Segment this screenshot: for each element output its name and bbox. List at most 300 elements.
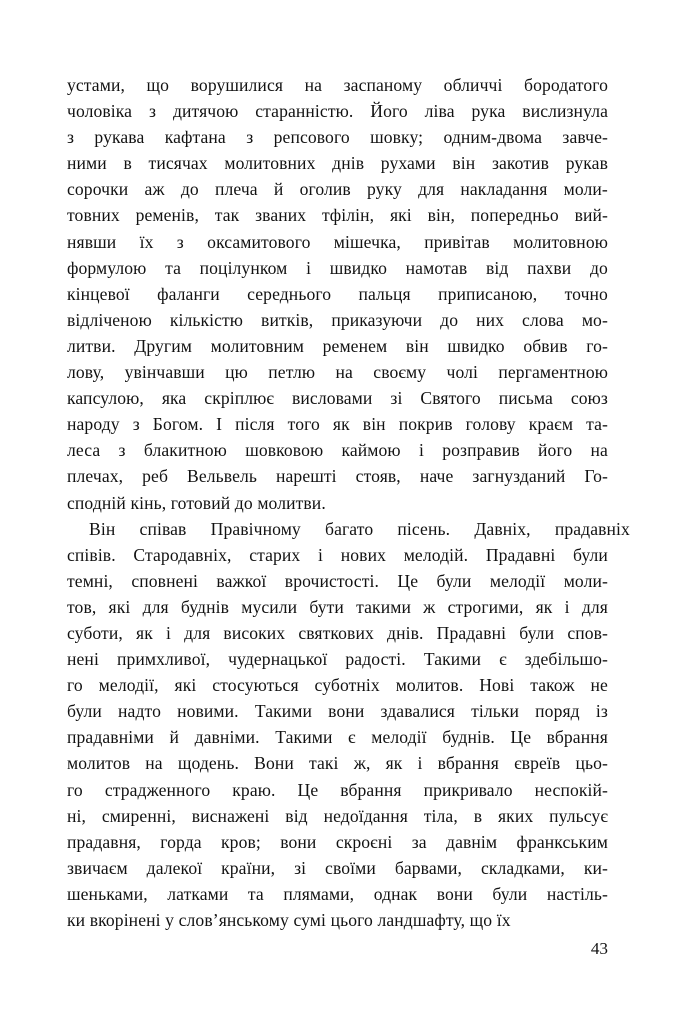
word: І <box>216 414 223 435</box>
word: Другим <box>134 335 192 356</box>
word: мусили <box>241 596 298 617</box>
word: союз <box>570 388 608 409</box>
word: тіла, <box>423 805 458 826</box>
word: Вони <box>254 753 294 774</box>
word: він, <box>427 205 455 226</box>
word: Давніх, <box>474 518 531 539</box>
word: шеньками, <box>67 883 148 904</box>
text-line <box>67 176 608 202</box>
word: рухами <box>380 153 436 174</box>
word: привітав <box>424 231 490 252</box>
word: Го- <box>584 466 608 487</box>
page-number: 43 <box>590 939 608 958</box>
text-line <box>67 333 608 359</box>
word: моли- <box>563 179 608 200</box>
word: намотав <box>405 257 468 278</box>
word: дитячою <box>172 101 239 122</box>
word: які <box>389 205 412 226</box>
word: вий- <box>574 205 608 226</box>
word: рукава <box>94 127 145 148</box>
word: нових <box>340 544 386 565</box>
word: своєму <box>373 362 427 383</box>
word: блакитною <box>143 440 227 461</box>
word: Такими <box>423 649 482 670</box>
word: Богом. <box>152 414 204 435</box>
word: як <box>136 622 153 643</box>
word: на <box>590 440 608 461</box>
word: моли- <box>563 570 608 591</box>
word: Прадавні <box>436 622 507 643</box>
word: смиренні, <box>101 805 176 826</box>
word: здебільшо- <box>524 649 608 670</box>
text-line <box>67 516 630 542</box>
word: ландшафту, <box>377 910 466 930</box>
word: для <box>184 622 211 643</box>
word: мо- <box>581 309 608 330</box>
word: він <box>405 335 429 356</box>
word: так <box>214 205 240 226</box>
word: та <box>165 257 181 278</box>
text-line <box>67 829 608 855</box>
word: були <box>573 544 608 565</box>
word: обличчі <box>443 75 503 95</box>
word: оксамитового <box>207 231 311 252</box>
word: щодень. <box>177 753 239 774</box>
word: відліченою <box>67 309 152 330</box>
word: леса <box>67 440 101 461</box>
word: з <box>246 127 254 148</box>
word: скріплює <box>204 388 275 409</box>
word: прикривало <box>423 779 513 800</box>
word: що <box>146 75 170 95</box>
word: молитов. <box>395 675 464 696</box>
word: суботніх <box>314 675 380 696</box>
word: днів <box>332 153 365 174</box>
word: давніми. <box>194 727 260 748</box>
word: примхливої, <box>116 649 211 670</box>
word: середнього <box>247 283 332 304</box>
word: Такими <box>275 727 333 748</box>
word: цьо- <box>575 753 608 774</box>
word: ліва <box>424 101 455 122</box>
word: голову <box>465 414 516 435</box>
word: ж <box>423 596 436 617</box>
word: оголив <box>299 179 351 200</box>
word: співів. <box>67 544 116 565</box>
word: народу <box>67 414 120 435</box>
text-line <box>67 672 608 698</box>
word: сповнені <box>131 570 198 591</box>
word: і <box>306 257 312 278</box>
word: до <box>589 257 608 278</box>
word: одним-двома <box>443 127 543 148</box>
word: увінчавши <box>124 362 205 383</box>
word: них <box>476 309 505 330</box>
word: неспокій- <box>534 779 608 800</box>
word: Це <box>510 727 532 748</box>
text-line <box>67 72 608 98</box>
word: для <box>418 179 445 200</box>
word: від <box>285 805 308 826</box>
word: капсулою, <box>67 388 144 409</box>
word: поряд <box>535 701 580 722</box>
word: ременів, <box>135 205 199 226</box>
word: і <box>417 753 423 774</box>
word: пальця <box>358 283 411 304</box>
word: стосуються <box>212 675 299 696</box>
word: він <box>452 153 476 174</box>
word: кінцевої <box>67 283 130 304</box>
word: розправив <box>442 440 520 461</box>
text-line <box>67 307 608 333</box>
word: закотив <box>491 153 550 174</box>
word: й <box>273 179 284 200</box>
word: для <box>142 596 169 617</box>
word: бородатого <box>524 75 608 95</box>
word: яких <box>497 805 534 826</box>
word: званих <box>255 205 307 226</box>
word: барвами, <box>394 857 463 878</box>
word: лову, <box>67 362 105 383</box>
word: й <box>169 727 180 748</box>
word: прадавня, <box>67 831 141 852</box>
word: недоїдання <box>323 805 408 826</box>
word: і <box>166 622 171 643</box>
word: з <box>67 127 75 148</box>
word: з <box>176 231 184 252</box>
word: нарешті <box>276 466 337 487</box>
word: у <box>165 910 175 930</box>
word: краєм <box>528 414 574 435</box>
word: вислизнула <box>522 101 608 122</box>
word: репсового <box>273 127 350 148</box>
word: го <box>67 779 83 800</box>
word: вони <box>280 831 317 852</box>
word: спов- <box>567 622 608 643</box>
text-line <box>67 907 608 933</box>
text-line <box>67 750 608 776</box>
word: тільки <box>471 701 520 722</box>
word: вбрання <box>437 753 499 774</box>
word: горда <box>160 831 202 852</box>
word: пісень. <box>397 518 451 539</box>
word: вони <box>328 701 365 722</box>
word: на <box>145 753 163 774</box>
word: країни, <box>221 857 276 878</box>
word: попередньо <box>470 205 559 226</box>
word: плеча <box>214 179 258 200</box>
word: яка <box>161 388 187 409</box>
word: є <box>348 727 356 748</box>
word: покрив <box>398 414 453 435</box>
word: Він <box>89 518 116 539</box>
word: кількістю <box>169 309 244 330</box>
word: стояв, <box>355 466 401 487</box>
word: радості. <box>345 649 406 670</box>
word: до <box>440 309 459 330</box>
word: Це <box>397 570 419 591</box>
word: мелодії, <box>98 675 159 696</box>
word: витків, <box>261 309 314 330</box>
text-line <box>67 463 608 489</box>
word: го- <box>586 335 608 356</box>
word: вони <box>436 883 473 904</box>
text-line <box>67 803 608 829</box>
word: святкових <box>298 622 374 643</box>
word: петлю <box>268 362 316 383</box>
word: та- <box>586 414 608 435</box>
word: ворушилися <box>190 75 284 95</box>
word: давнім <box>446 831 498 852</box>
word: як <box>385 753 403 774</box>
text-line <box>67 255 608 281</box>
word: латками <box>167 883 229 904</box>
word: прадавніх <box>554 518 630 539</box>
word: молитовною <box>513 231 608 252</box>
text-line <box>67 594 608 620</box>
word: швидко <box>329 257 387 278</box>
word: цього <box>330 910 373 930</box>
word: і <box>318 544 324 565</box>
word: буднів. <box>442 727 495 748</box>
word: висловами <box>291 388 373 409</box>
word: Правічному <box>210 518 301 539</box>
word: з <box>148 101 157 122</box>
word: скроєні <box>335 831 393 852</box>
word: темні, <box>67 570 113 591</box>
word: такі <box>309 753 339 774</box>
word: плямами, <box>283 883 355 904</box>
word: були <box>492 883 528 904</box>
word: плечах, <box>67 466 124 487</box>
word: аж <box>144 179 165 200</box>
text-line <box>67 150 608 176</box>
word: багато <box>325 518 374 539</box>
word: завче- <box>562 127 608 148</box>
word: ки- <box>583 857 608 878</box>
word: здавалися <box>380 701 455 722</box>
word: до <box>180 179 199 200</box>
word: після <box>235 414 275 435</box>
text-line <box>67 202 608 228</box>
word: на <box>335 362 353 383</box>
word: що <box>469 910 493 930</box>
text-line <box>67 542 608 568</box>
word: з <box>118 440 126 461</box>
word: мелодії <box>489 570 546 591</box>
word: бути <box>309 596 344 617</box>
text-line <box>67 124 608 150</box>
word: слова <box>522 309 564 330</box>
word: були <box>519 622 555 643</box>
text-line <box>67 855 608 881</box>
word: мішечка, <box>333 231 401 252</box>
word: також <box>530 675 575 696</box>
word: в <box>123 153 132 174</box>
word: слов’янському <box>178 910 289 930</box>
word: вбрання <box>340 779 402 800</box>
word: вкорінені <box>89 910 161 930</box>
word: заспаному <box>343 75 423 95</box>
word: молитовних <box>224 153 316 174</box>
word: готовий <box>170 492 231 513</box>
word: сумі <box>293 910 327 930</box>
word: формулою <box>67 257 147 278</box>
word: виснажені <box>191 805 270 826</box>
word: обвив <box>523 335 568 356</box>
word: чудернацької <box>228 649 328 670</box>
word: буднів <box>180 596 230 617</box>
word: пергаментною <box>498 362 608 383</box>
word: Святого <box>420 388 481 409</box>
word: складками, <box>480 857 565 878</box>
word: вбрання <box>546 727 608 748</box>
word: для <box>581 596 608 617</box>
word: були <box>436 570 472 591</box>
word: не <box>590 675 608 696</box>
text-line <box>67 281 608 307</box>
text-line <box>67 359 608 385</box>
word: прадавніми <box>67 727 154 748</box>
word: їх <box>496 910 511 930</box>
word: від <box>485 257 509 278</box>
word: накладання <box>460 179 548 200</box>
word: новими. <box>177 701 239 722</box>
word: письма <box>498 388 553 409</box>
word: строгими, <box>447 596 524 617</box>
word: поцілунком <box>199 257 288 278</box>
word: і <box>564 596 570 617</box>
word: товних <box>67 205 120 226</box>
word: старих <box>249 544 301 565</box>
word: до <box>234 492 253 513</box>
word: кров; <box>221 831 261 852</box>
text-line <box>67 724 608 750</box>
word: шовковою <box>245 440 324 461</box>
word: однак <box>373 883 418 904</box>
word: сорочки <box>67 179 129 200</box>
word: надто <box>118 701 161 722</box>
word: зі <box>390 388 403 409</box>
word: го <box>67 675 83 696</box>
text-line <box>67 881 608 907</box>
word: пахви <box>527 257 572 278</box>
word: старанністю. <box>255 101 354 122</box>
word: його <box>538 440 573 461</box>
text-line <box>67 98 608 124</box>
word: цю <box>225 362 248 383</box>
word: з <box>132 414 140 435</box>
word: тфілін, <box>321 205 375 226</box>
word: Прадавні <box>485 544 556 565</box>
word: фаланги <box>157 283 220 304</box>
word: каймою <box>341 440 401 461</box>
word: він <box>362 414 386 435</box>
word: своїми <box>325 857 376 878</box>
word: литви. <box>67 335 116 356</box>
word: зі <box>294 857 307 878</box>
word: які <box>174 675 197 696</box>
paragraph <box>67 72 608 516</box>
paragraph <box>67 516 630 934</box>
word: їх <box>139 231 154 252</box>
word: чолі <box>446 362 478 383</box>
word: Такими <box>254 701 313 722</box>
word: важкої <box>216 570 267 591</box>
word: є <box>499 649 507 670</box>
word: швидко <box>447 335 505 356</box>
word: пульсує <box>549 805 608 826</box>
word: ні, <box>67 805 87 826</box>
word: загнузданий <box>472 466 566 487</box>
word: Вельвель <box>187 466 257 487</box>
word: і <box>418 440 424 461</box>
word: рука <box>471 101 506 122</box>
word: краю. <box>232 779 276 800</box>
word: ж, <box>353 753 371 774</box>
text-line <box>67 437 608 463</box>
body-text-block <box>67 72 630 933</box>
word: мелодії <box>371 727 427 748</box>
word: настіль- <box>546 883 608 904</box>
word: Стародавніх, <box>133 544 232 565</box>
word: тисячах <box>148 153 208 174</box>
text-line <box>67 229 608 255</box>
text-line <box>67 646 608 672</box>
word: Це <box>297 779 319 800</box>
word: які <box>108 596 131 617</box>
word: були <box>67 701 102 722</box>
word: молитовним <box>210 335 305 356</box>
word: руку <box>367 179 402 200</box>
text-line <box>67 777 608 803</box>
word: устами, <box>67 75 125 95</box>
word: сподній <box>67 492 126 513</box>
word: як <box>535 596 553 617</box>
text-line <box>67 568 608 594</box>
word: страдженного <box>104 779 211 800</box>
word: кінь, <box>130 492 167 513</box>
text-line <box>67 385 608 411</box>
word: як <box>332 414 350 435</box>
text-line <box>67 411 608 437</box>
text-line <box>67 698 608 724</box>
word: рукав <box>565 153 608 174</box>
word: франкським <box>516 831 608 852</box>
word: приписаною, <box>438 283 538 304</box>
word: далекої <box>146 857 203 878</box>
text-line <box>67 620 608 646</box>
word: тов, <box>67 596 97 617</box>
text-line <box>67 490 608 516</box>
word: такими <box>356 596 411 617</box>
word: співав <box>139 518 187 539</box>
word: шовку; <box>370 127 424 148</box>
word: ними <box>67 153 107 174</box>
word: мелодій. <box>403 544 469 565</box>
word: молитов <box>67 753 131 774</box>
word: із <box>595 701 608 722</box>
word: суботи, <box>67 622 123 643</box>
word: нявши <box>67 231 117 252</box>
word: євреїв <box>514 753 561 774</box>
word: за <box>411 831 427 852</box>
word: в <box>473 805 483 826</box>
word: та <box>247 883 264 904</box>
word: ременем <box>322 335 388 356</box>
word: приказуючи <box>331 309 423 330</box>
word: врочистості. <box>284 570 379 591</box>
